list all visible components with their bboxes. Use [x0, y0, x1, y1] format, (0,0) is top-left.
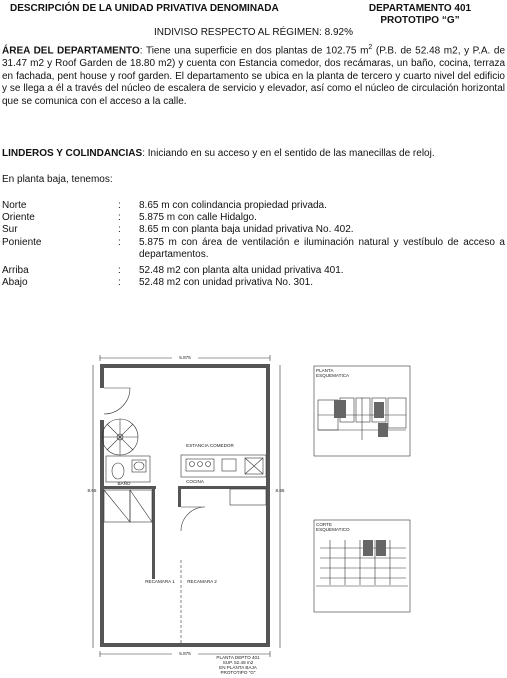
plan-caption: [208, 655, 268, 675]
lindero-separator: :: [118, 200, 121, 211]
indiviso-line: INDIVISO RESPECTO AL RÉGIMEN: 8.92%: [154, 27, 353, 38]
lindero-direction: Arriba: [2, 265, 29, 276]
keyplan-bottom-label: CORTE ESQUEMATICO: [316, 522, 350, 532]
area-heading: ÁREA DEL DEPARTAMENTO: [2, 45, 140, 57]
prototype-name: PROTOTIPO “G”: [380, 15, 460, 26]
room-label-recamara2: RECAMARA 2: [187, 579, 217, 584]
dimension-right: 8.65: [275, 488, 285, 493]
dimension-bottom: 5.875: [172, 651, 198, 656]
linderos-heading: LINDEROS Y COLINDANCIAS: [2, 148, 143, 159]
lindero-description: 5.875 m con área de ventilación e iluminación natural y vestíbulo de acceso a departamentos.: [139, 237, 505, 260]
linderos-intro: En planta baja, tenemos:: [2, 174, 113, 185]
lindero-description: 5.875 m con calle Hidalgo.: [139, 212, 257, 223]
plan-caption-line: PROTOTIPO "G": [220, 670, 256, 675]
room-label-recamara1: RECAMARA 1: [145, 579, 175, 584]
lindero-direction: Oriente: [2, 212, 35, 223]
unit-name: DEPARTAMENTO 401: [368, 3, 472, 14]
dimension-left: 8.65: [87, 488, 97, 493]
lindero-description: 8.65 m con colindancia propiedad privada.: [139, 200, 327, 211]
lindero-separator: :: [118, 237, 121, 248]
linderos-text: : Iniciando en su acceso y en el sentido de las manecillas de reloj.: [142, 148, 435, 159]
keyplan-top-label: PLANTA ESQUEMATICA: [316, 368, 350, 378]
lindero-separator: :: [118, 265, 121, 276]
lindero-separator: :: [118, 277, 121, 288]
area-superscript: 2: [368, 44, 373, 51]
document-title: DESCRIPCIÓN DE LA UNIDAD PRIVATIVA DENOMINADA: [10, 3, 279, 14]
dimension-top: 5.875: [172, 355, 198, 360]
keyplan-section: [314, 520, 410, 612]
lindero-direction: Abajo: [2, 277, 28, 288]
room-label-cocina: COCINA: [186, 479, 204, 484]
lindero-description: 52.48 m2 con planta alta unidad privativa 401.: [139, 265, 344, 276]
plan-caption-line: SUP. 52.48 m2: [222, 660, 254, 665]
lindero-direction: Norte: [2, 200, 27, 211]
area-text-b: (P.B. de 52.48 m2, y P.A. de 31.47 m2 y Roof Garden de 18.80 m2) y cuenta con Estancia comedor, dos recámaras, un baño, cocina, terraza en fachada, pent house y roof garden. El departamento se ubica en la planta de tercero y cuarto nivel del edificio y se llega a él a través del núcleo de escalera de servicio y elevador, así como el núcleo de circulación horizontal que se comunica con el acceso a la calle.: [2, 45, 506, 107]
lindero-separator: :: [118, 212, 121, 223]
lindero-description: 52.48 m2 con unidad privativa No. 301.: [139, 277, 313, 288]
plan-caption-line: PLANTA DEPTO 401: [216, 655, 260, 660]
lindero-direction: Poniente: [2, 237, 42, 248]
lindero-description: 8.65 m con planta baja unidad privativa No. 402.: [139, 224, 354, 235]
keyplan-plan: [314, 366, 410, 456]
room-label-estancia: ESTANCIA COMEDOR: [186, 443, 234, 448]
room-label-bano: BAÑO: [117, 481, 131, 486]
plan-caption-line: EN PLANTA BAJA: [219, 665, 257, 670]
lindero-direction: Sur: [2, 224, 18, 235]
area-text-a: : Tiene una superficie en dos plantas de 102.75 m: [139, 45, 369, 57]
lindero-separator: :: [118, 224, 121, 235]
